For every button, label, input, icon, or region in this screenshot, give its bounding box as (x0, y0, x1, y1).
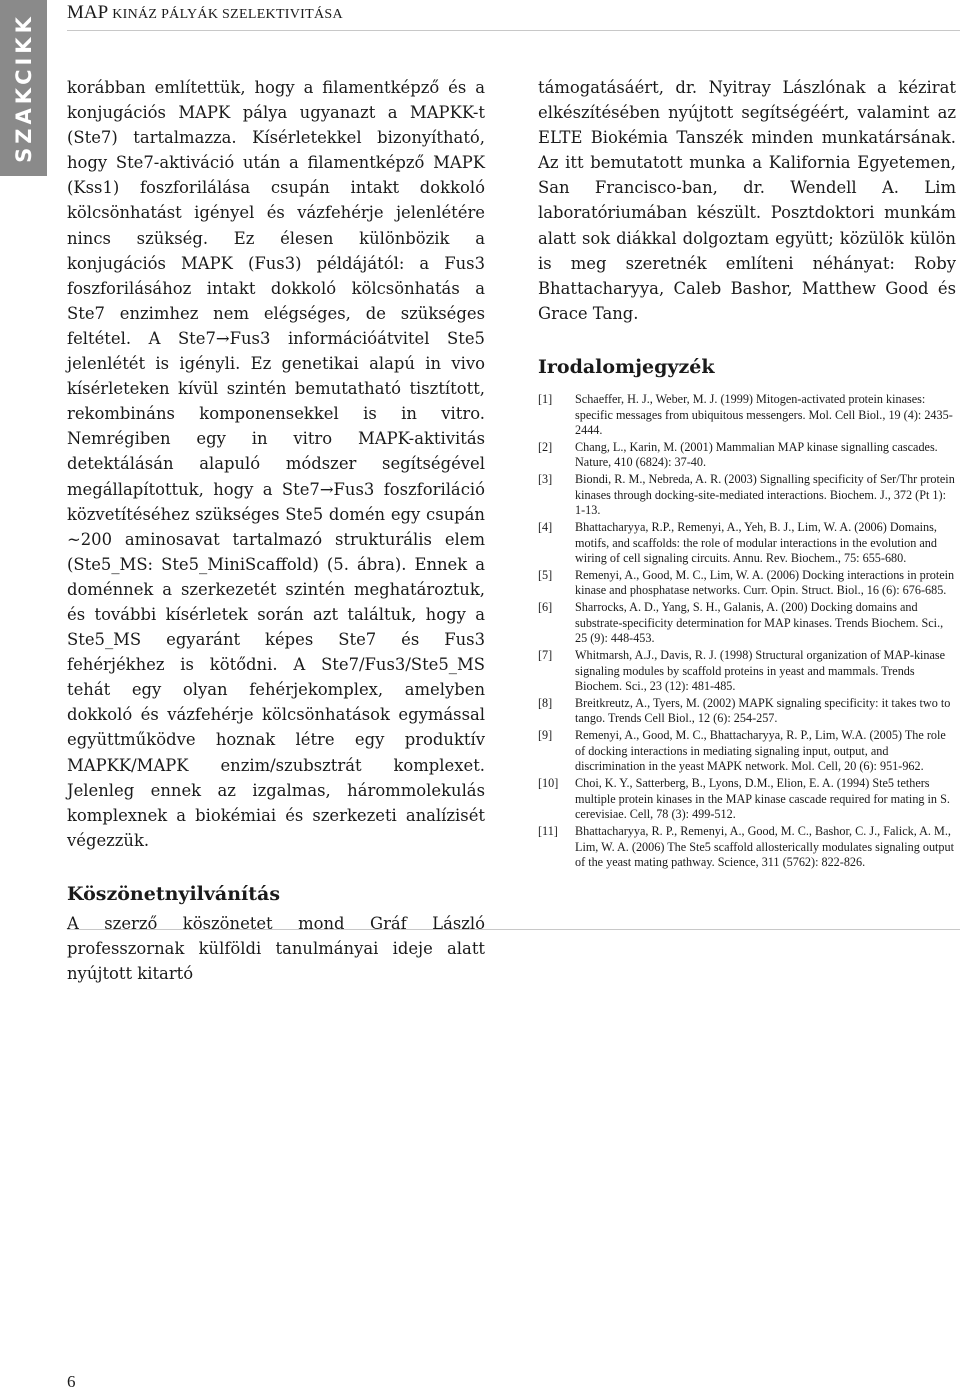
acknowledgements-text: A szerző köszönetet mond Gráf László professzornak külföldi tanulmányai ideje alatt nyújtott kitartó (67, 913, 485, 984)
reference-item (538, 392, 956, 439)
reference-item (538, 728, 956, 775)
reference-number: [2] (538, 439, 553, 454)
reference-item (538, 472, 956, 519)
references-heading: Irodalomjegyzék (538, 355, 715, 378)
section-tab (0, 0, 47, 176)
reference-text: Whitmarsh, A.J., Davis, R. J. (1998) Structural organization of MAP-kinase signaling modules by scaffold proteins in yeast and mammals. Trends Biochem. Sci., 23 (12): 481-485. (575, 648, 946, 694)
acknowledgements-continued: támogatásáért, dr. Nyitray Lászlónak a kézirat elkészítésében nyújtott segítségéért, valamint az ELTE Biokémia Tanszék minden munkatársának. Az itt bemutatott munka a Kalifornia Egyetemen, San Francisco-ban, dr. Wendell A. Lim laboratóriumában készült. Posztdoktori munkám alatt sok diákkal dolgoztam együtt; közülök külön is meg szeretnék említeni néhányat: Roby Bhattacharyya, Caleb Bashor, Matthew Good és Grace Tang. (538, 78, 956, 323)
reference-item (538, 600, 956, 647)
reference-number: [11] (538, 823, 558, 838)
reference-item (538, 520, 956, 567)
reference-text: Schaeffer, H. J., Weber, M. J. (1999) Mitogen-activated protein kinases: specific messages from ubiquitous messengers. Mol. Cell Biol., 19 (4): 2435-2444. (575, 391, 953, 438)
reference-number: [10] (538, 776, 559, 791)
reference-text: Bhattacharyya, R.P., Remenyi, A., Yeh, B. J., Lim, W. A. (2006) Domains, motifs, and scaffolds: the role of modular interactions in the evolution and wiring of cell signaling circuits. Annu. Rev. Biochem., 75: 655-680. (575, 519, 937, 566)
reference-item (538, 568, 956, 599)
running-head-rest: KINÁZ PÁLYÁK SZELEKTIVITÁSA (112, 7, 343, 22)
reference-number: [1] (538, 391, 553, 406)
reference-item (538, 824, 956, 871)
reference-text: Breitkreutz, A., Tyers, M. (2002) MAPK signaling specificity: it takes two to tango. Trends Cell Biol., 12 (6): 254-257. (575, 695, 951, 726)
reference-item (538, 648, 956, 695)
reference-text: Chang, L., Karin, M. (2001) Mammalian MAP kinase signalling cascades. Nature, 410 (6824): 37-40. (575, 439, 938, 470)
acknowledgements-heading: Köszönetnyilvánítás (67, 882, 281, 905)
reference-number: [6] (538, 600, 553, 615)
footer-rule (67, 929, 960, 930)
reference-text: Remenyi, A., Good, M. C., Lim, W. A. (2006) Docking interactions in protein kinase and phosphatase networks. Curr. Opin. Struct. Biol., 16 (6): 676-685. (575, 567, 955, 598)
reference-text: Bhattacharyya, R. P., Remenyi, A., Good, M. C., Bashor, C. J., Falick, A. M., Lim, W. A. (2006) The Ste5 scaffold allosterically modulates signaling output of the yeast mating pathway. Science, 311 (5762): 822-826. (575, 823, 955, 870)
reference-number: [9] (538, 728, 553, 743)
running-head (67, 2, 343, 24)
reference-list (538, 392, 956, 871)
reference-number: [8] (538, 695, 553, 710)
right-column (538, 75, 956, 872)
reference-item (538, 696, 956, 727)
running-head-first: MAP (67, 2, 108, 23)
reference-text: Biondi, R. M., Nebreda, A. R. (2003) Signalling specificity of Ser/Thr protein kinases through docking-site-mediated interactions. Biochem. J., 372 (Pt 1): 1-13. (575, 472, 955, 518)
reference-number: [7] (538, 648, 553, 662)
reference-item (538, 440, 956, 471)
reference-text: Choi, K. Y., Satterberg, B., Lyons, D.M., Elion, E. A. (1994) Ste5 tethers multiple protein kinases in the MAP kinase cascade required for mating in S. cerevisiae. Cell, 78 (3): 499-512. (575, 776, 950, 822)
reference-number: [4] (538, 519, 553, 534)
reference-number: [3] (538, 472, 553, 487)
reference-item (538, 776, 956, 823)
reference-text: Sharrocks, A. D., Yang, S. H., Galanis, A. (200) Docking domains and substrate-specificity determination for MAP kinases. Trends Biochem. Sci., 25 (9): 448-453. (575, 600, 944, 646)
left-column (67, 75, 485, 986)
section-tab-label: SZAKCIKK (11, 13, 36, 163)
body-paragraph: korábban említettük, hogy a filamentképző és a konjugációs MAPK pálya ugyanazt a MAPKK-t (Ste7) tartalmazza. Kísérletekkel bizonyítható, hogy Ste7-aktiváció után a filamentképző MAPK (Kss1) foszforilálása csupán intakt dokkoló kölcsönhatást igényel és vázfehérje jelenlétére nincs szükség. Ez élesen különbözik a konjugációs MAPK (Fus3) példájától: a Fus3 foszforilásához intakt dokkoló kölcsönhatás a Ste7 enzimhez nem elégséges, de szükséges feltétel. A Ste7→Fus3 információátvitel Ste5 jelenlétét is igényli. Ez genetikai alapú in vivo kísérleteken kívül szintén bemutatható tisztított, rekombináns komponensekkel is in vitro. Nemrégiben egy in vitro MAPK-aktivitás detektálásán alapuló módszer segítségével megállapítottuk, hogy a Ste7→Fus3 foszforiláció közvetítéséhez szükséges Ste5 domén egy csupán ~200 aminosavat tartalmazó strukturális elem (Ste5_MS: Ste5_MiniScaffold) (5. ábra). Ennek a doménnek a szerkezetét szintén meghatároztuk, és további kísérletek során azt találtuk, hogy a Ste5_MS egyaránt képes Ste7 és Fus3 fehérjékhez is kötődni. A Ste7/Fus3/Ste5_MS tehát egy olyan fehérjekomplex, amelyben dokkoló és vázfehérje kölcsönhatások egymással együttműködve hoznak létre egy produktív MAPKK/MAPK enzim/szubsztrát komplexet. Jelenleg ennek az izgalmas, hárommolekulás komplexnek a biokémiai és szerkezeti analízisét végezzük. (67, 78, 485, 850)
reference-text: Remenyi, A., Good, M. C., Bhattacharyya, R. P., Lim, W.A. (2005) The role of docking interactions in mediating signaling input, output, and discrimination in the yeast MAPK network. Mol. Cell, 20 (6): 951-962. (575, 728, 946, 774)
page-number: 6 (67, 1372, 76, 1391)
header-rule (67, 30, 960, 31)
reference-number: [5] (538, 567, 553, 582)
